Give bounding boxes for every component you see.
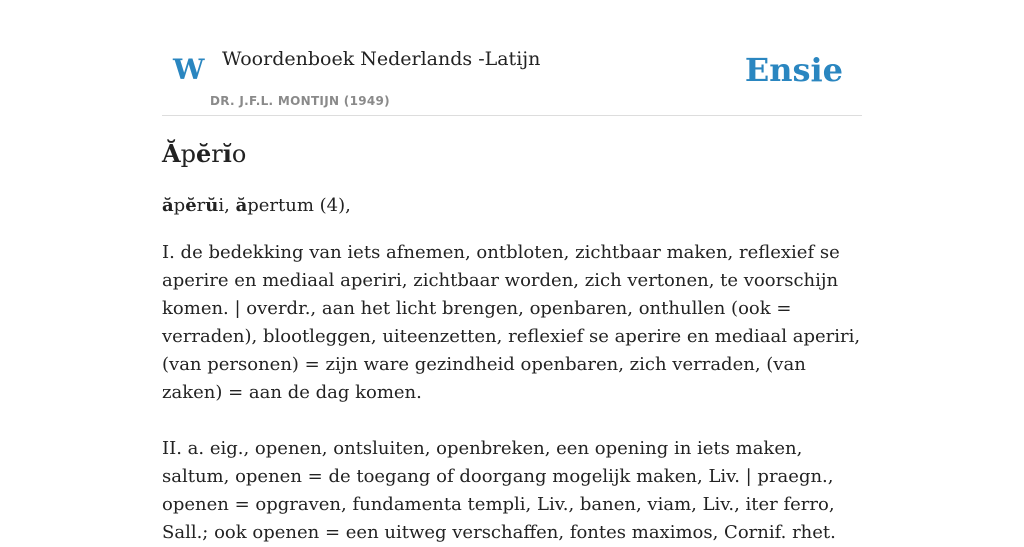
form-part: r [196, 195, 206, 216]
form-part: pertum (4), [247, 195, 351, 216]
form-part: ĕ [185, 195, 197, 216]
page [162, 0, 862, 547]
entry-title-part: p [180, 140, 196, 168]
entry-title-part: o [231, 140, 247, 168]
dictionary-author: DR. J.F.L. MONTIJN (1949) [210, 94, 390, 108]
definition-1: I. de bedekking van iets afnemen, ontbloten, zichtbaar maken, reflexief se aperire en mediaal aperiri, zichtbaar worden, zich vertonen, te voorschijn komen. | overdr., aan het licht brengen, openbaren, onthullen (ook = verraden), blootleggen, uiteenzetten, reflexief se aperire en mediaal aperiri, (van personen) = zijn ware gezindheid openbaren, zich verraden, (van zaken) = aan de dag komen. [162, 242, 861, 403]
dictionary-logo-icon[interactable]: W [173, 53, 205, 86]
entry-title-part: r [211, 140, 223, 168]
form-part: ă [162, 195, 174, 216]
form-part: ă [235, 195, 248, 216]
dictionary-header [162, 0, 862, 116]
form-part: i, [218, 195, 236, 216]
definition-2: II. a. eig., openen, ontsluiten, openbreken, een opening in iets maken, saltum, openen = de toegang of doorgang mogelijk maken, Liv. | praegn., openen = opgraven, fundamenta templi, Liv., banen, viam, Liv., iter ferro, Sall.; ook openen = een uitweg verschaffen, fontes maximos, Cornif. rhet. [162, 438, 836, 543]
entry-forms [162, 192, 862, 220]
dictionary-title[interactable]: Woordenboek Nederlands -Latijn [222, 48, 541, 70]
entry-title [162, 138, 862, 170]
entry-title-part: ĕ [196, 139, 212, 168]
entry-title-part: Ă [162, 139, 181, 168]
form-part: ŭ [205, 195, 219, 216]
ensie-logo[interactable]: Ensie [744, 51, 843, 89]
form-part: p [173, 195, 186, 216]
entry-title-part: ĭ [222, 139, 232, 168]
